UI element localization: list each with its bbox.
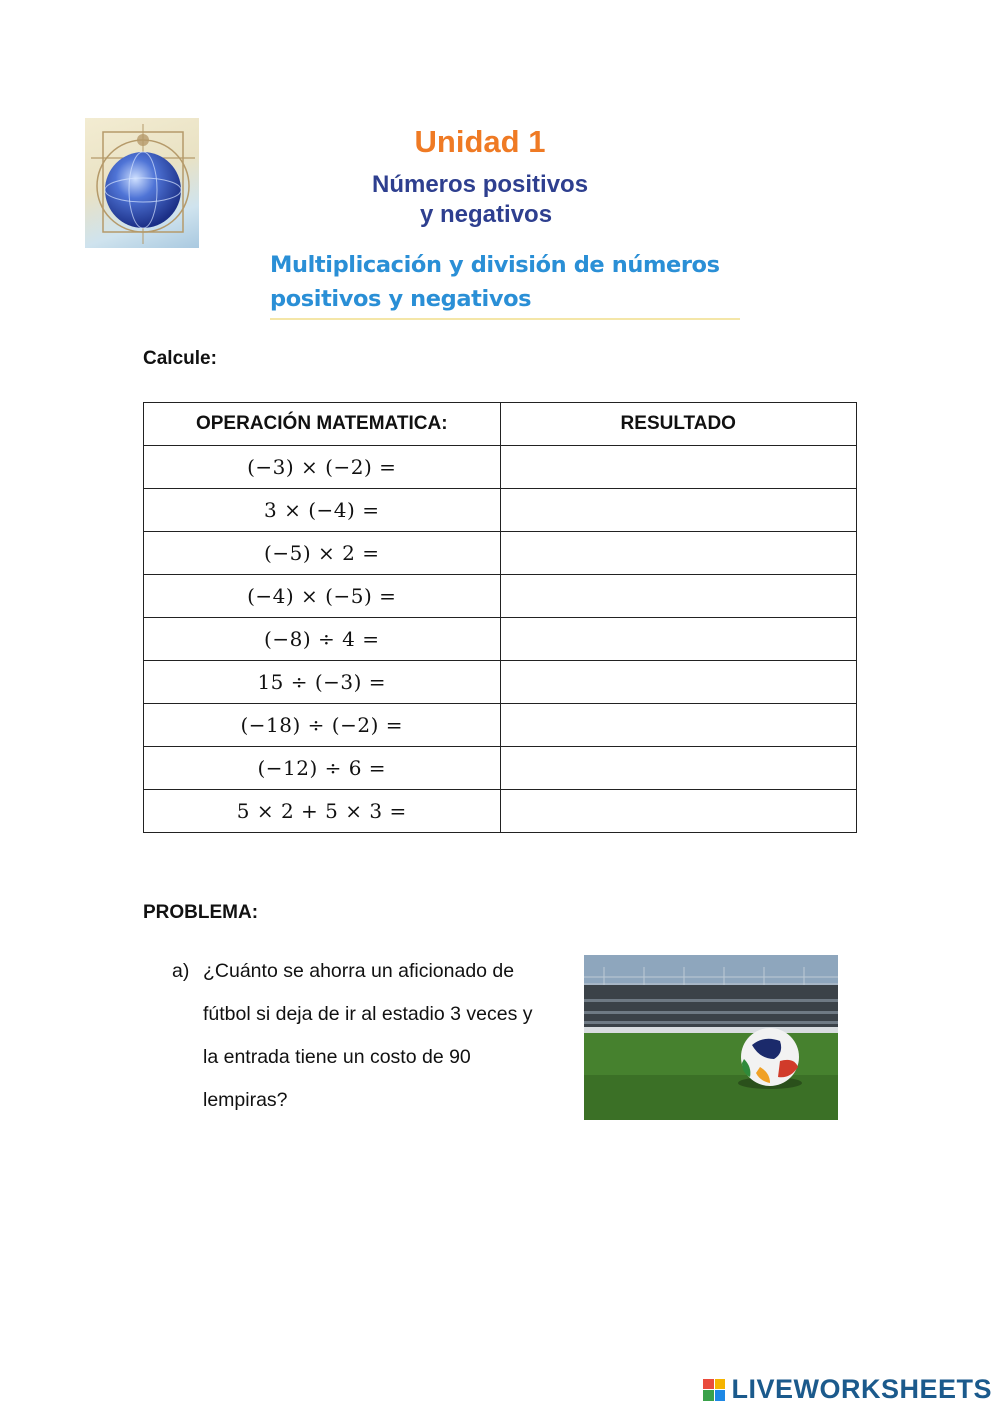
operations-table (143, 402, 857, 833)
table-row (144, 532, 857, 575)
problem-line: lempiras? (203, 1089, 288, 1111)
operation-expression: (−5) × 2 = (144, 532, 501, 575)
operation-expression: 5 × 2 + 5 × 3 = (144, 790, 501, 833)
problem-line: fútbol si deja de ir al estadio 3 veces y (203, 1003, 533, 1025)
liveworksheets-logo (703, 1374, 992, 1405)
result-answer-field[interactable] (500, 618, 857, 661)
operation-expression: (−8) ÷ 4 = (144, 618, 501, 661)
lesson-title (270, 248, 740, 320)
unit-subtitle (372, 170, 672, 230)
lesson-title-line-1: Multiplicación y división de números (270, 252, 720, 278)
table-row (144, 704, 857, 747)
result-answer-field[interactable] (500, 747, 857, 790)
problem-label: PROBLEMA: (143, 902, 259, 923)
subtitle-line-1: Números positivos (372, 171, 589, 198)
stadium-soccer-ball-photo (584, 955, 838, 1120)
table-row (144, 618, 857, 661)
table-row (144, 661, 857, 704)
problem-item-a (172, 950, 572, 1122)
result-answer-field[interactable] (500, 446, 857, 489)
operation-expression: 15 ÷ (−3) = (144, 661, 501, 704)
stadium-image (584, 955, 838, 1120)
problem-line: la entrada tiene un costo de 90 (203, 1046, 471, 1068)
table-header-row (144, 403, 857, 446)
operation-expression: (−18) ÷ (−2) = (144, 704, 501, 747)
liveworksheets-icon (703, 1379, 725, 1401)
table-row (144, 446, 857, 489)
operation-expression: (−4) × (−5) = (144, 575, 501, 618)
table-row (144, 790, 857, 833)
result-answer-field[interactable] (500, 575, 857, 618)
operation-expression: (−12) ÷ 6 = (144, 747, 501, 790)
result-answer-field[interactable] (500, 661, 857, 704)
lesson-title-line-2: positivos y negativos (270, 286, 532, 312)
unit-title: Unidad 1 (414, 124, 546, 159)
table-row (144, 489, 857, 532)
result-answer-field[interactable] (500, 489, 857, 532)
subtitle-line-2: y negativos (420, 201, 553, 228)
result-answer-field[interactable] (500, 790, 857, 833)
calc-label: Calcule: (143, 348, 217, 369)
operation-column-header: OPERACIÓN MATEMATICA: (144, 403, 501, 446)
problem-marker: a) (172, 960, 190, 982)
liveworksheets-brand: LIVEWORKSHEETS (731, 1374, 992, 1404)
result-answer-field[interactable] (500, 704, 857, 747)
table-row (144, 575, 857, 618)
result-answer-field[interactable] (500, 532, 857, 575)
operation-expression: (−3) × (−2) = (144, 446, 501, 489)
table-row (144, 747, 857, 790)
problem-line: ¿Cuánto se ahorra un aficionado de (203, 960, 515, 982)
operation-expression: 3 × (−4) = (144, 489, 501, 532)
result-column-header: RESULTADO (500, 403, 857, 446)
